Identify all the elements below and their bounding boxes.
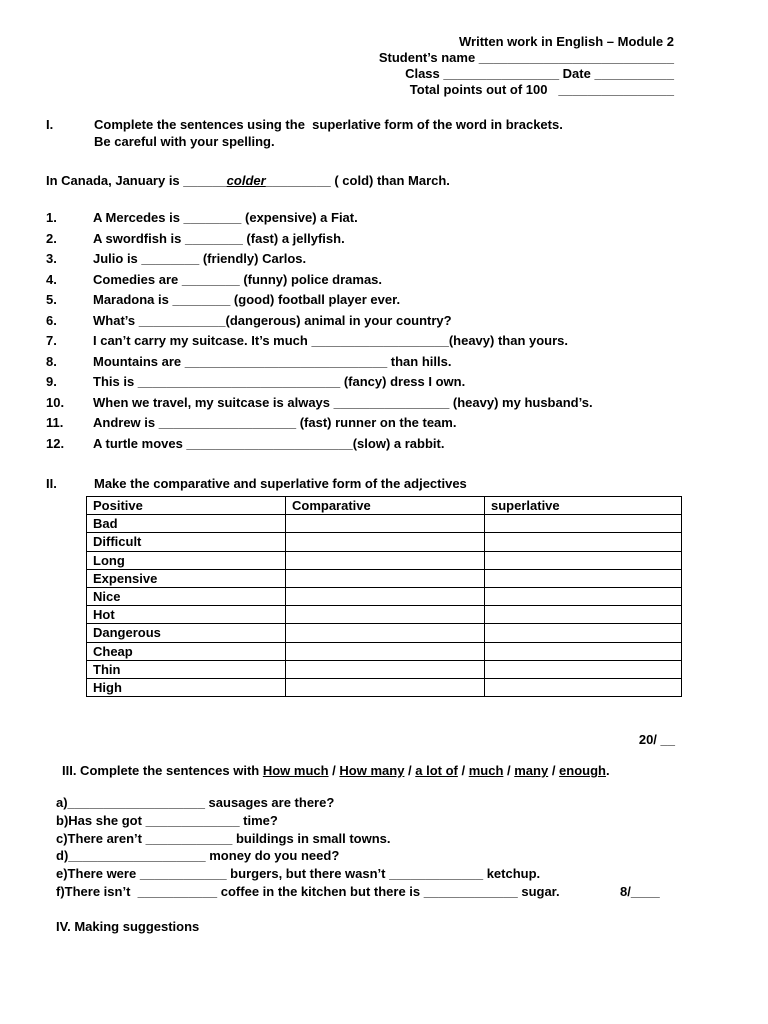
- student-name-field: Student’s name ___________________________: [378, 50, 674, 65]
- superlative-cell: [485, 533, 682, 551]
- comparative-cell: [286, 660, 485, 678]
- table-row: [87, 569, 682, 587]
- exercise-number: 6.: [46, 312, 57, 328]
- exercise-sentence: Andrew is ___________________ (fast) runner on the team.: [93, 415, 457, 430]
- section-2-score: 20/ __: [638, 732, 675, 747]
- table-row: [87, 660, 682, 678]
- s3-suffix: .: [605, 763, 610, 778]
- superlative-cell: [485, 660, 682, 678]
- comparative-cell: [286, 624, 485, 642]
- exercise-sentence: What’s ____________(dangerous) animal in your country?: [93, 312, 452, 328]
- exercise-number: 4.: [46, 271, 57, 287]
- section-3-score: 8/____: [620, 884, 660, 899]
- fill-in-sentence: e)There were ____________ burgers, but there wasn’t _____________ ketchup.: [56, 866, 541, 882]
- table-header-row: [87, 497, 682, 515]
- s3-sep: /: [503, 763, 515, 778]
- superlative-cell: [485, 678, 682, 696]
- superlative-cell: [485, 569, 682, 587]
- positive-cell: Hot: [87, 606, 286, 624]
- superlative-cell: [485, 515, 682, 533]
- example-answer: colder: [226, 173, 266, 188]
- positive-cell: Expensive: [87, 569, 286, 587]
- example-sentence: [46, 173, 450, 188]
- table-row: [87, 624, 682, 642]
- example-before: In Canada, January is ______: [46, 173, 227, 188]
- exercise-sentence: Julio is ________ (friendly) Carlos.: [93, 251, 307, 266]
- comparative-cell: [286, 569, 485, 587]
- exercise-number: 9.: [46, 374, 57, 389]
- example-after: _________ ( cold) than March.: [265, 173, 450, 188]
- comparative-cell: [286, 551, 485, 569]
- s3-sep: /: [404, 763, 416, 778]
- fill-in-sentence: d)___________________ money do you need?: [56, 848, 340, 864]
- exercise-sentence: A swordfish is ________ (fast) a jellyfish.: [93, 230, 345, 246]
- exercise-sentence: Maradona is ________ (good) football player ever.: [93, 292, 401, 307]
- superlative-cell: [485, 642, 682, 660]
- positive-cell: Long: [87, 551, 286, 569]
- table-row: [87, 515, 682, 533]
- exercise-sentence: Comedies are ________ (funny) police dramas.: [93, 271, 383, 287]
- superlative-cell: [485, 587, 682, 605]
- header-superlative: superlative: [485, 497, 682, 515]
- table-row: [87, 551, 682, 569]
- table-row: [87, 642, 682, 660]
- option-a-lot-of: a lot of: [415, 763, 458, 778]
- table-row: [87, 678, 682, 696]
- option-how-much: How much: [262, 763, 329, 778]
- table-row: [87, 533, 682, 551]
- comparative-cell: [286, 533, 485, 551]
- fill-in-sentence: c)There aren’t ____________ buildings in small towns.: [56, 830, 391, 846]
- fill-in-sentence: b)Has she got _____________ time?: [56, 812, 278, 828]
- s3-sep: /: [457, 763, 469, 778]
- comparative-cell: [286, 515, 485, 533]
- section-2-number: II.: [46, 476, 57, 491]
- positive-cell: Thin: [87, 660, 286, 678]
- exercise-sentence: Mountains are ____________________________ than hills.: [93, 353, 452, 369]
- table-row: [87, 587, 682, 605]
- exercise-sentence: I can’t carry my suitcase. It’s much ___________________(heavy) than yours.: [93, 333, 569, 348]
- exercise-number: 1.: [46, 210, 57, 225]
- positive-cell: High: [87, 678, 286, 696]
- total-points-field: Total points out of 100 ________________: [409, 82, 674, 97]
- positive-cell: Nice: [87, 587, 286, 605]
- header-positive: Positive: [87, 497, 286, 515]
- class-date-field: Class ________________ Date ___________: [405, 66, 674, 81]
- positive-cell: Difficult: [87, 533, 286, 551]
- exercise-sentence: When we travel, my suitcase is always ________________ (heavy) my husband’s.: [93, 394, 593, 410]
- exercise-sentence: A turtle moves _______________________(slow) a rabbit.: [93, 435, 445, 451]
- table-row: [87, 606, 682, 624]
- comparative-cell: [286, 606, 485, 624]
- exercise-number: 7.: [46, 333, 57, 348]
- exercise-number: 3.: [46, 251, 57, 266]
- section-1-instruction-2: Be careful with your spelling.: [94, 134, 275, 149]
- exercise-number: 11.: [46, 415, 64, 430]
- option-much: much: [468, 763, 504, 778]
- comparative-cell: [286, 678, 485, 696]
- superlative-cell: [485, 551, 682, 569]
- adjectives-table: [86, 496, 682, 697]
- positive-cell: Bad: [87, 515, 286, 533]
- section-1-instruction: Complete the sentences using the superlative form of the word in brackets.: [94, 117, 563, 132]
- fill-in-sentence: f)There isn’t ___________ coffee in the kitchen but there is _____________ sugar.: [56, 884, 560, 899]
- exercise-sentence: This is ____________________________ (fancy) dress I own.: [93, 374, 466, 389]
- comparative-cell: [286, 587, 485, 605]
- exercise-number: 12.: [46, 435, 65, 451]
- comparative-cell: [286, 642, 485, 660]
- positive-cell: Cheap: [87, 642, 286, 660]
- s3-prefix: III. Complete the sentences with: [62, 763, 263, 778]
- exercise-number: 8.: [46, 353, 57, 369]
- superlative-cell: [485, 624, 682, 642]
- option-many: many: [514, 763, 549, 778]
- section-4-title: IV. Making suggestions: [56, 919, 200, 934]
- header-comparative: Comparative: [286, 497, 485, 515]
- section-3-instruction: [62, 763, 610, 778]
- option-how-many: How many: [339, 763, 405, 778]
- exercise-sentence: A Mercedes is ________ (expensive) a Fiat.: [93, 210, 358, 225]
- exercise-number: 2.: [46, 230, 57, 246]
- positive-cell: Dangerous: [87, 624, 286, 642]
- s3-sep: /: [328, 763, 340, 778]
- section-1-number: I.: [46, 117, 54, 132]
- section-2-instruction: Make the comparative and superlative form of the adjectives: [94, 476, 467, 491]
- s3-sep: /: [548, 763, 560, 778]
- exercise-number: 5.: [46, 292, 57, 307]
- exercise-number: 10.: [46, 394, 65, 410]
- option-enough: enough: [559, 763, 606, 778]
- fill-in-sentence: a)___________________ sausages are there?: [56, 795, 335, 810]
- header-title: Written work in English – Module 2: [458, 34, 674, 49]
- superlative-cell: [485, 606, 682, 624]
